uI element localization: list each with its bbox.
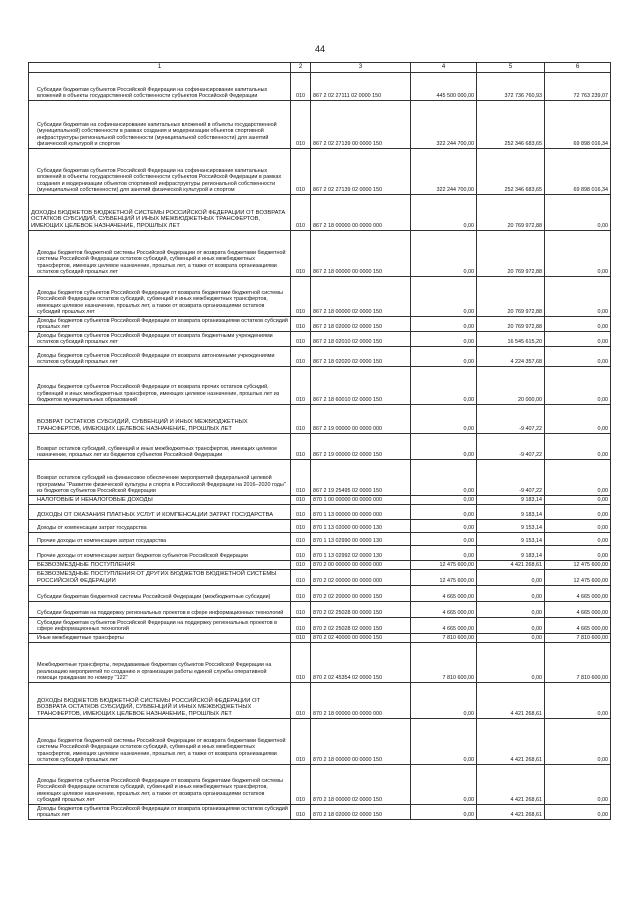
column-header: 3 xyxy=(311,63,411,73)
row-line-code: 010 xyxy=(291,618,311,634)
revenue-table xyxy=(28,62,611,820)
column-header: 6 xyxy=(545,63,611,73)
row-executed-amount: 0,00 xyxy=(477,586,545,602)
row-executed-amount: 252 346 683,65 xyxy=(477,149,545,195)
row-budget-code: 867 2 18 02020 02 0000 150 xyxy=(311,347,411,367)
row-executed-amount: 4 421 268,61 xyxy=(477,719,545,765)
row-budget-code: 870 2 00 00000 00 0000 000 xyxy=(311,561,411,570)
row-unexecuted-amount: 7 810 600,00 xyxy=(545,634,611,643)
row-unexecuted-amount: 0,00 xyxy=(545,805,611,820)
row-line-code: 010 xyxy=(291,149,311,195)
table-row xyxy=(29,332,611,347)
row-unexecuted-amount: 0,00 xyxy=(545,520,611,533)
row-name: Субсидии бюджетам субъектов Российской Федерации на поддержку региональных проектов в сфере информационных технологий xyxy=(29,618,291,634)
row-name: Субсидии бюджетам субъектов Российской Федерации на софинансирование капитальных вложений в объекты государственной собственности субъектов Российской Федерации xyxy=(29,73,291,101)
table-row xyxy=(29,602,611,618)
row-approved-amount: 12 475 600,00 xyxy=(411,570,477,586)
row-executed-amount: 0,00 xyxy=(477,618,545,634)
column-header: 4 xyxy=(411,63,477,73)
row-line-code: 010 xyxy=(291,602,311,618)
row-executed-amount: 4 421 268,61 xyxy=(477,765,545,805)
row-name: Иные межбюджетные трансферты xyxy=(29,634,291,643)
row-line-code: 010 xyxy=(291,533,311,546)
table-row xyxy=(29,101,611,149)
row-budget-code: 867 2 18 00000 00 0000 150 xyxy=(311,231,411,277)
row-approved-amount: 0,00 xyxy=(411,546,477,561)
row-name: Прочие доходы от компенсации затрат бюджетов субъектов Российской Федерации xyxy=(29,546,291,561)
table-row xyxy=(29,634,611,643)
row-executed-amount: 372 736 760,93 xyxy=(477,73,545,101)
row-budget-code: 870 1 00 00000 00 0000 000 xyxy=(311,496,411,505)
row-budget-code: 870 2 02 40000 00 0000 150 xyxy=(311,634,411,643)
row-budget-code: 870 1 13 02992 02 0000 130 xyxy=(311,546,411,561)
row-approved-amount: 0,00 xyxy=(411,765,477,805)
row-budget-code: 870 2 18 02000 02 0000 150 xyxy=(311,805,411,820)
row-line-code: 010 xyxy=(291,332,311,347)
row-approved-amount: 4 665 000,00 xyxy=(411,602,477,618)
row-unexecuted-amount: 0,00 xyxy=(545,460,611,496)
row-line-code: 010 xyxy=(291,434,311,460)
row-budget-code: 870 2 18 00000 02 0000 150 xyxy=(311,765,411,805)
row-executed-amount: 9 183,14 xyxy=(477,546,545,561)
row-line-code: 010 xyxy=(291,496,311,505)
row-budget-code: 870 2 02 25028 02 0000 150 xyxy=(311,618,411,634)
row-unexecuted-amount: 0,00 xyxy=(545,533,611,546)
table-row xyxy=(29,231,611,277)
table-row xyxy=(29,460,611,496)
row-unexecuted-amount: 69 898 016,34 xyxy=(545,101,611,149)
row-unexecuted-amount: 4 665 000,00 xyxy=(545,602,611,618)
row-name: Доходы бюджетов субъектов Российской Федерации от возврата бюджетами бюджетной системы Российской Федерации остатков субсидий, субвенций и иных межбюджетных трансфертов, имеющих целевое назначение, прошлых лет, а также от возврата организациями остатков субсидий прошлых лет xyxy=(29,765,291,805)
row-budget-code: 870 1 13 00000 00 0000 000 xyxy=(311,505,411,520)
row-executed-amount: 4 421 268,61 xyxy=(477,561,545,570)
row-budget-code: 867 2 02 27111 02 0000 150 xyxy=(311,73,411,101)
table-row xyxy=(29,533,611,546)
row-unexecuted-amount: 0,00 xyxy=(545,434,611,460)
row-line-code: 010 xyxy=(291,586,311,602)
table-row xyxy=(29,561,611,570)
row-approved-amount: 0,00 xyxy=(411,505,477,520)
row-approved-amount: 0,00 xyxy=(411,434,477,460)
row-approved-amount: 0,00 xyxy=(411,405,477,434)
row-name: Субсидии бюджетам на софинансирование капитальных вложений в объекты государственной (муниципальной) собственности в рамках создания и модернизации объектов спортивной инфраструктуры региональной собственности (муниципальной собственности) для занятий физической культурой и спортом xyxy=(29,101,291,149)
row-approved-amount: 0,00 xyxy=(411,277,477,317)
row-unexecuted-amount: 0,00 xyxy=(545,505,611,520)
row-unexecuted-amount: 4 665 000,00 xyxy=(545,586,611,602)
row-line-code: 010 xyxy=(291,277,311,317)
row-executed-amount: 20 769 972,88 xyxy=(477,195,545,231)
row-approved-amount: 7 810 600,00 xyxy=(411,643,477,683)
row-line-code: 010 xyxy=(291,505,311,520)
row-unexecuted-amount: 0,00 xyxy=(545,405,611,434)
row-budget-code: 867 2 18 02010 02 0000 150 xyxy=(311,332,411,347)
row-executed-amount: 16 545 615,20 xyxy=(477,332,545,347)
row-unexecuted-amount: 69 898 016,34 xyxy=(545,149,611,195)
row-executed-amount: 0,00 xyxy=(477,570,545,586)
row-executed-amount: 20 769 972,88 xyxy=(477,277,545,317)
row-line-code: 010 xyxy=(291,101,311,149)
row-executed-amount: -9 407,22 xyxy=(477,405,545,434)
column-header: 5 xyxy=(477,63,545,73)
table-row xyxy=(29,570,611,586)
row-line-code: 010 xyxy=(291,520,311,533)
table-row xyxy=(29,805,611,820)
row-approved-amount: 322 244 700,00 xyxy=(411,149,477,195)
row-name: ВОЗВРАТ ОСТАТКОВ СУБСИДИЙ, СУБВЕНЦИЙ И ИНЫХ МЕЖБЮДЖЕТНЫХ ТРАНСФЕРТОВ, ИМЕЮЩИХ ЦЕЛЕВОЕ НАЗНАЧЕНИЕ, ПРОШЛЫХ ЛЕТ xyxy=(29,405,291,434)
row-executed-amount: 20 769 972,88 xyxy=(477,317,545,332)
column-header: 1 xyxy=(29,63,291,73)
row-executed-amount: 9 183,14 xyxy=(477,505,545,520)
row-name: ДОХОДЫ БЮДЖЕТОВ БЮДЖЕТНОЙ СИСТЕМЫ РОССИЙСКОЙ ФЕДЕРАЦИИ ОТ ВОЗВРАТА ОСТАТКОВ СУБСИДИЙ, СУБВЕНЦИЙ И ИНЫХ МЕЖБЮДЖЕТНЫХ ТРАНСФЕРТОВ, ИМЕЮЩИХ ЦЕЛЕВОЕ НАЗНАЧЕНИЕ, ПРОШЛЫХ ЛЕТ xyxy=(29,683,291,719)
table-row xyxy=(29,683,611,719)
row-unexecuted-amount: 4 665 000,00 xyxy=(545,618,611,634)
row-line-code: 010 xyxy=(291,73,311,101)
row-executed-amount: 20 769 972,88 xyxy=(477,231,545,277)
row-executed-amount: 252 346 683,65 xyxy=(477,101,545,149)
table-row xyxy=(29,367,611,405)
row-name: Доходы бюджетов бюджетной системы Российской Федерации от возврата бюджетами бюджетной системы Российской Федерации остатков субсидий, субвенций и иных межбюджетных трансфертов, имеющих целевое назначение, прошлых лет, а также от возврата организациями остатков субсидий прошлых лет xyxy=(29,231,291,277)
row-line-code: 010 xyxy=(291,765,311,805)
table-row xyxy=(29,73,611,101)
row-approved-amount: 445 500 000,00 xyxy=(411,73,477,101)
row-unexecuted-amount: 0,00 xyxy=(545,367,611,405)
row-unexecuted-amount: 0,00 xyxy=(545,231,611,277)
row-budget-code: 870 2 18 00000 00 0000 000 xyxy=(311,683,411,719)
row-unexecuted-amount: 0,00 xyxy=(545,719,611,765)
row-approved-amount: 0,00 xyxy=(411,367,477,405)
row-name: Доходы бюджетов бюджетной системы Российской Федерации от возврата бюджетами бюджетной системы Российской Федерации остатков субсидий, субвенций и иных межбюджетных трансфертов, имеющих целевое назначение, прошлых лет, а также от возврата организациями остатков субсидий прошлых лет xyxy=(29,719,291,765)
table-row xyxy=(29,434,611,460)
table-row xyxy=(29,719,611,765)
row-approved-amount: 0,00 xyxy=(411,496,477,505)
row-name: Возврат остатков субсидий на финансовое обеспечение мероприятий федеральной целевой программы "Развитие физической культуры и спорта в Российской Федерации на 2016–2020 годы" из бюджетов субъектов Российской Федерации xyxy=(29,460,291,496)
table-row xyxy=(29,765,611,805)
row-approved-amount: 0,00 xyxy=(411,332,477,347)
page-number: 44 xyxy=(314,44,325,54)
row-approved-amount: 0,00 xyxy=(411,195,477,231)
row-budget-code: 870 2 02 45354 02 0000 150 xyxy=(311,643,411,683)
row-executed-amount: -9 407,22 xyxy=(477,460,545,496)
row-name: ДОХОДЫ ОТ ОКАЗАНИЯ ПЛАТНЫХ УСЛУГ И КОМПЕНСАЦИИ ЗАТРАТ ГОСУДАРСТВА xyxy=(29,505,291,520)
table-row xyxy=(29,347,611,367)
row-name: Субсидии бюджетам субъектов Российской Федерации на софинансирование капитальных вложений в объекты государственной собственности субъектов Российской Федерации в рамках создания и модернизации объектов спортивной инфраструктуры региональной собственности (муниципальной собственности) для занятий физической культурой и спортом xyxy=(29,149,291,195)
row-name: Доходы бюджетов субъектов Российской Федерации от возврата бюджетными учреждениями остатков субсидий прошлых лет xyxy=(29,332,291,347)
table-row xyxy=(29,317,611,332)
row-name: Доходы бюджетов субъектов Российской Федерации от возврата автономными учреждениями остатков субсидий прошлых лет xyxy=(29,347,291,367)
row-unexecuted-amount: 72 763 239,07 xyxy=(545,73,611,101)
table-row xyxy=(29,277,611,317)
row-executed-amount: -9 407,22 xyxy=(477,434,545,460)
row-budget-code: 867 2 18 60010 02 0000 150 xyxy=(311,367,411,405)
table-row xyxy=(29,586,611,602)
row-unexecuted-amount: 0,00 xyxy=(545,195,611,231)
row-line-code: 010 xyxy=(291,805,311,820)
row-line-code: 010 xyxy=(291,405,311,434)
row-line-code: 010 xyxy=(291,347,311,367)
row-approved-amount: 7 810 600,00 xyxy=(411,634,477,643)
row-approved-amount: 0,00 xyxy=(411,460,477,496)
row-budget-code: 867 2 19 25495 02 0000 150 xyxy=(311,460,411,496)
table-row xyxy=(29,149,611,195)
row-line-code: 010 xyxy=(291,195,311,231)
table-row xyxy=(29,520,611,533)
row-unexecuted-amount: 0,00 xyxy=(545,347,611,367)
row-name: Прочие доходы от компенсации затрат государства xyxy=(29,533,291,546)
row-unexecuted-amount: 7 810 600,00 xyxy=(545,643,611,683)
row-name: Доходы бюджетов субъектов Российской Федерации от возврата организациями остатков субсидий прошлых лет xyxy=(29,317,291,332)
table-row xyxy=(29,643,611,683)
table-row xyxy=(29,618,611,634)
row-line-code: 010 xyxy=(291,317,311,332)
row-name: ДОХОДЫ БЮДЖЕТОВ БЮДЖЕТНОЙ СИСТЕМЫ РОССИЙСКОЙ ФЕДЕРАЦИИ ОТ ВОЗВРАТА ОСТАТКОВ СУБСИДИЙ, СУБВЕНЦИЙ И ИНЫХ МЕЖБЮДЖЕТНЫХ ТРАНСФЕРТОВ, ИМЕЮЩИХ ЦЕЛЕВОЕ НАЗНАЧЕНИЕ, ПРОШЛЫХ ЛЕТ xyxy=(29,195,291,231)
row-executed-amount: 4 224 357,68 xyxy=(477,347,545,367)
row-approved-amount: 0,00 xyxy=(411,317,477,332)
row-line-code: 010 xyxy=(291,570,311,586)
column-header: 2 xyxy=(291,63,311,73)
row-unexecuted-amount: 0,00 xyxy=(545,546,611,561)
row-name: БЕЗВОЗМЕЗДНЫЕ ПОСТУПЛЕНИЯ ОТ ДРУГИХ БЮДЖЕТОВ БЮДЖЕТНОЙ СИСТЕМЫ РОССИЙСКОЙ ФЕДЕРАЦИИ xyxy=(29,570,291,586)
row-budget-code: 867 2 18 02000 02 0000 150 xyxy=(311,317,411,332)
row-name: Субсидии бюджетам на поддержку региональных проектов в сфере информационных технологий xyxy=(29,602,291,618)
row-line-code: 010 xyxy=(291,460,311,496)
row-executed-amount: 9 183,14 xyxy=(477,496,545,505)
row-name: НАЛОГОВЫЕ И НЕНАЛОГОВЫЕ ДОХОДЫ xyxy=(29,496,291,505)
row-unexecuted-amount: 0,00 xyxy=(545,332,611,347)
row-name: Доходы бюджетов субъектов Российской Федерации от возврата организациями остатков субсидий прошлых лет xyxy=(29,805,291,820)
row-budget-code: 867 2 19 00000 00 0000 000 xyxy=(311,405,411,434)
row-executed-amount: 9 153,14 xyxy=(477,533,545,546)
row-approved-amount: 4 665 000,00 xyxy=(411,586,477,602)
row-line-code: 010 xyxy=(291,719,311,765)
table-row xyxy=(29,195,611,231)
row-approved-amount: 0,00 xyxy=(411,683,477,719)
row-approved-amount: 12 475 600,00 xyxy=(411,561,477,570)
row-name: Доходы бюджетов субъектов Российской Федерации от возврата бюджетами бюджетной системы Российской Федерации остатков субсидий, субвенций и иных межбюджетных трансфертов, имеющих целевое назначение, прошлых лет, а также от возврата организациями остатков субсидий прошлых лет xyxy=(29,277,291,317)
row-name: БЕЗВОЗМЕЗДНЫЕ ПОСТУПЛЕНИЯ xyxy=(29,561,291,570)
row-budget-code: 867 2 19 00000 02 0000 150 xyxy=(311,434,411,460)
table-row xyxy=(29,505,611,520)
row-executed-amount: 0,00 xyxy=(477,643,545,683)
table-row xyxy=(29,405,611,434)
row-unexecuted-amount: 0,00 xyxy=(545,317,611,332)
row-budget-code: 870 2 18 00000 00 0000 150 xyxy=(311,719,411,765)
row-budget-code: 867 2 18 00000 02 0000 150 xyxy=(311,277,411,317)
row-budget-code: 870 1 13 02990 00 0000 130 xyxy=(311,533,411,546)
table-header-row xyxy=(29,63,611,73)
row-approved-amount: 322 244 700,00 xyxy=(411,101,477,149)
row-approved-amount: 0,00 xyxy=(411,719,477,765)
row-unexecuted-amount: 0,00 xyxy=(545,277,611,317)
row-line-code: 010 xyxy=(291,231,311,277)
row-unexecuted-amount: 0,00 xyxy=(545,765,611,805)
row-unexecuted-amount: 0,00 xyxy=(545,496,611,505)
row-name: Субсидии бюджетам бюджетной системы Российской Федерации (межбюджетные субсидии) xyxy=(29,586,291,602)
row-unexecuted-amount: 0,00 xyxy=(545,683,611,719)
row-executed-amount: 0,00 xyxy=(477,602,545,618)
row-line-code: 010 xyxy=(291,561,311,570)
row-line-code: 010 xyxy=(291,683,311,719)
row-executed-amount: 20 000,00 xyxy=(477,367,545,405)
row-budget-code: 870 1 13 02000 00 0000 130 xyxy=(311,520,411,533)
row-executed-amount: 4 421 268,61 xyxy=(477,683,545,719)
row-unexecuted-amount: 12 475 600,00 xyxy=(545,561,611,570)
row-approved-amount: 0,00 xyxy=(411,347,477,367)
row-budget-code: 867 2 18 00000 00 0000 000 xyxy=(311,195,411,231)
row-line-code: 010 xyxy=(291,367,311,405)
row-line-code: 010 xyxy=(291,643,311,683)
row-name: Возврат остатков субсидий, субвенций и иных межбюджетных трансфертов, имеющих целевое назначение, прошлых лет из бюджетов субъектов Российской Федерации xyxy=(29,434,291,460)
row-approved-amount: 4 665 000,00 xyxy=(411,618,477,634)
row-approved-amount: 0,00 xyxy=(411,805,477,820)
row-budget-code: 867 2 02 27139 00 0000 150 xyxy=(311,101,411,149)
row-budget-code: 870 2 02 00000 00 0000 000 xyxy=(311,570,411,586)
row-line-code: 010 xyxy=(291,546,311,561)
row-name: Доходы бюджетов субъектов Российской Федерации от возврата прочих остатков субсидий, субвенций и иных межбюджетных трансфертов, имеющих целевое назначение, прошлых лет из бюджетов муниципальных образований xyxy=(29,367,291,405)
row-approved-amount: 0,00 xyxy=(411,533,477,546)
row-budget-code: 870 2 02 20000 00 0000 150 xyxy=(311,586,411,602)
row-executed-amount: 9 153,14 xyxy=(477,520,545,533)
table-row xyxy=(29,496,611,505)
row-budget-code: 867 2 02 27139 02 0000 150 xyxy=(311,149,411,195)
row-line-code: 010 xyxy=(291,634,311,643)
row-approved-amount: 0,00 xyxy=(411,520,477,533)
row-approved-amount: 0,00 xyxy=(411,231,477,277)
row-executed-amount: 4 421 268,61 xyxy=(477,805,545,820)
row-name: Доходы от компенсации затрат государства xyxy=(29,520,291,533)
table-row xyxy=(29,546,611,561)
row-executed-amount: 0,00 xyxy=(477,634,545,643)
row-budget-code: 870 2 02 25028 00 0000 150 xyxy=(311,602,411,618)
row-unexecuted-amount: 12 475 600,00 xyxy=(545,570,611,586)
row-name: Межбюджетные трансферты, передаваемые бюджетам субъектов Российской Федерации на реализацию мероприятий по созданию и организации работы единой службы оперативной помощи гражданам по номеру "122" xyxy=(29,643,291,683)
